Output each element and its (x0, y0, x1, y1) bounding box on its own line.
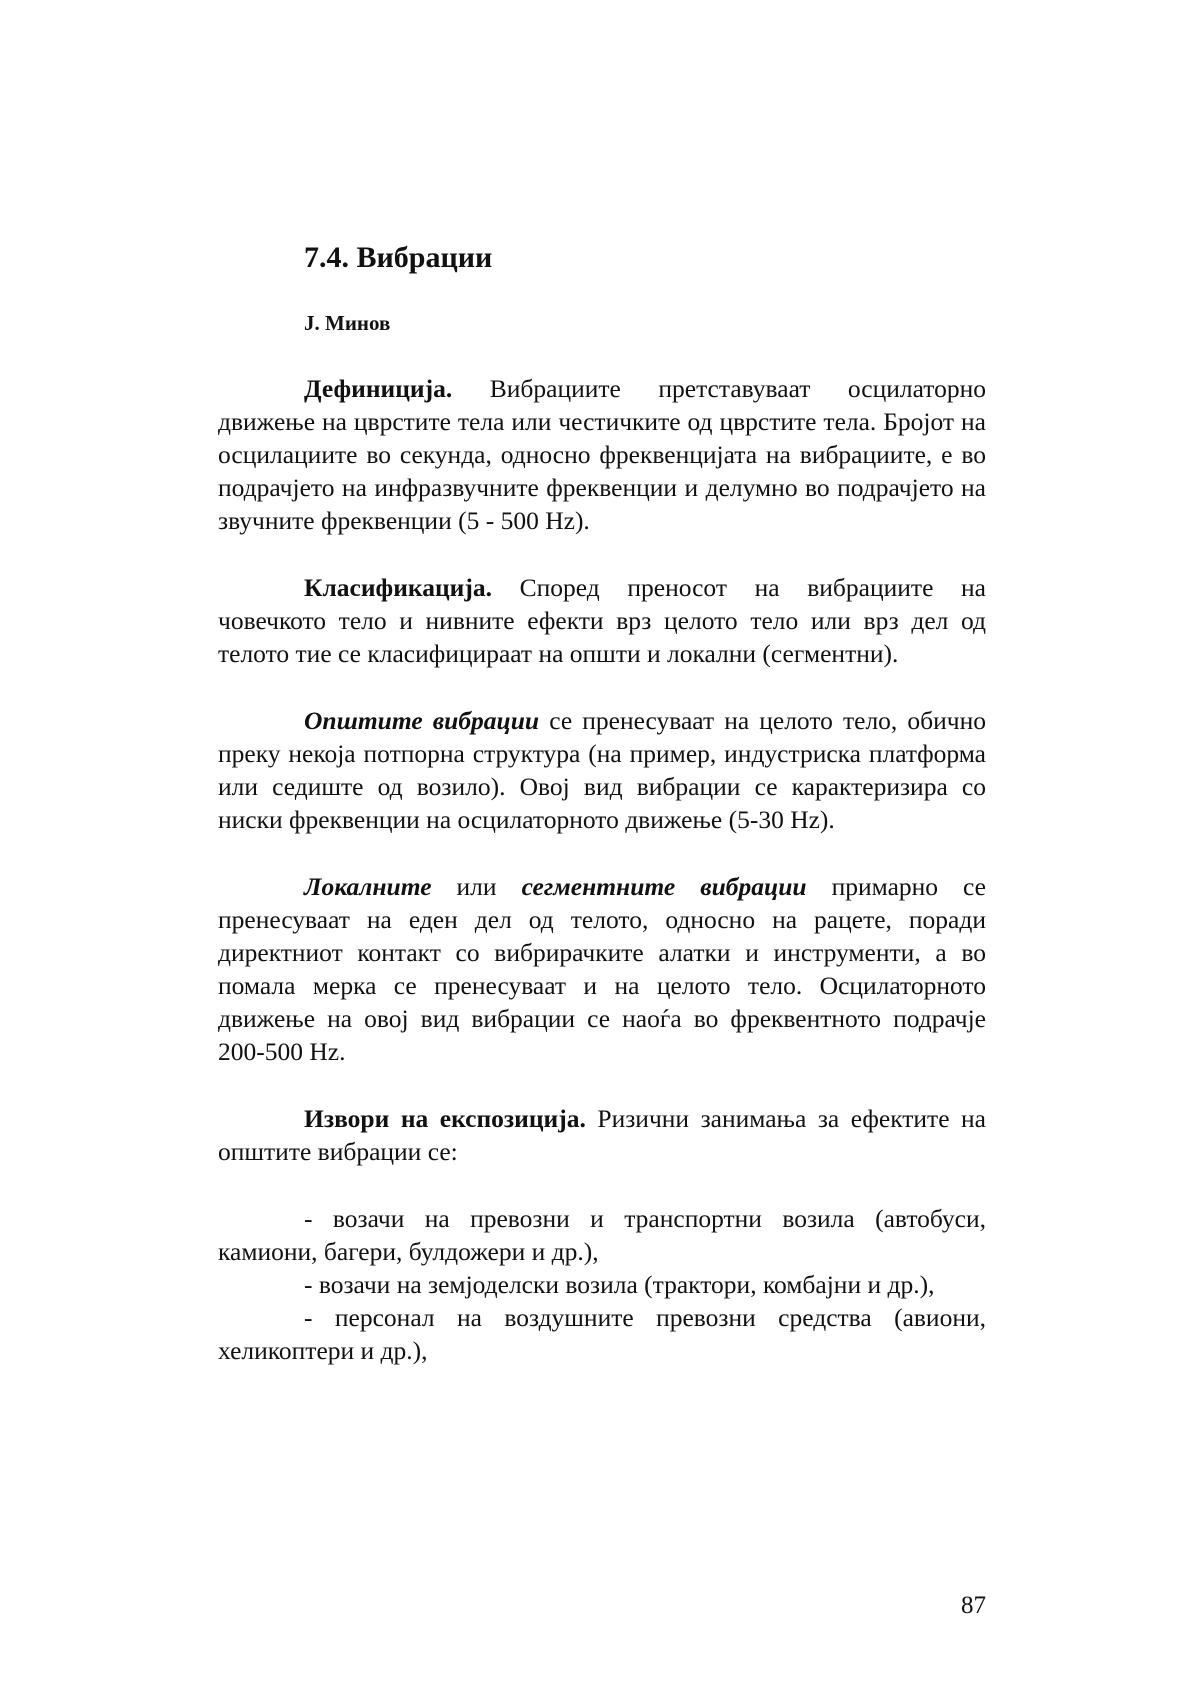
list-item: - персонал на воздушните превозни средства (авиони, хеликоптери и др.), (218, 1303, 986, 1365)
exposure-paragraph (218, 1102, 986, 1168)
definition-text: Вибрациите претставуваат осцилаторно движење на цврстите тела или честичките од цврстите тела. Бројот на осцилациите во секунда, односно фреквенцијата на вибрациите, е во подрачјето на инфразвучните фреквенции и делумно во подрачјето на звучните фреквенции (5 - 500 Hz). (218, 374, 986, 535)
local-vibrations-connector: или (431, 872, 522, 901)
local-vibrations-term: Локалните (304, 872, 432, 901)
section-heading: 7.4. Вибрации (304, 241, 493, 274)
classification-text: Според преносот на вибрациите на човечкото тело и нивните ефекти врз целото тело или врз дел од телото тие се класифицираат на општи и локални (сегментни). (218, 573, 986, 668)
page-content (218, 226, 986, 1367)
classification-label: Класификација. (304, 573, 492, 602)
author-name: J. Минов (304, 311, 391, 335)
local-vibrations-paragraph (218, 870, 986, 1068)
page-number: 87 (961, 1592, 986, 1619)
definition-label: Дефиниција. (304, 374, 453, 403)
list-item: - возачи на земјоделски возила (трактори, комбајни и др.), (304, 1270, 935, 1299)
general-vibrations-term: Општите вибрации (304, 706, 540, 735)
general-vibrations-paragraph (218, 704, 986, 836)
exposure-text: Ризични занимања за ефектите на општите вибрации се: (218, 1104, 986, 1166)
exposure-label: Извори на експозиција. (304, 1104, 586, 1133)
segmental-vibrations-term: сегментните вибрации (521, 872, 807, 901)
general-vibrations-text: се пренесуваат на целото тело, обично преку некоја потпорна структура (на пример, индустриска платформа или седиште од возило). Овој вид вибрации се карактеризира со ниски фреквенции на осцилаторното движење (5-30 Hz). (218, 706, 986, 834)
list-item: - возачи на превозни и транспортни возила (автобуси, камиони, багери, булдожери и др.), (218, 1204, 986, 1266)
occupation-list (218, 1202, 986, 1367)
definition-paragraph (218, 372, 986, 537)
classification-paragraph (218, 571, 986, 670)
local-vibrations-text: примарно се пренесуваат на еден дел од телото, односно на рацете, поради директниот контакт со вибрирачките алатки и инструменти, а во помала мерка се пренесуваат и на целото тело. Осцилаторното движење на овој вид вибрации се наоѓа во фреквентното подрачје 200-500 Hz. (218, 872, 986, 1066)
